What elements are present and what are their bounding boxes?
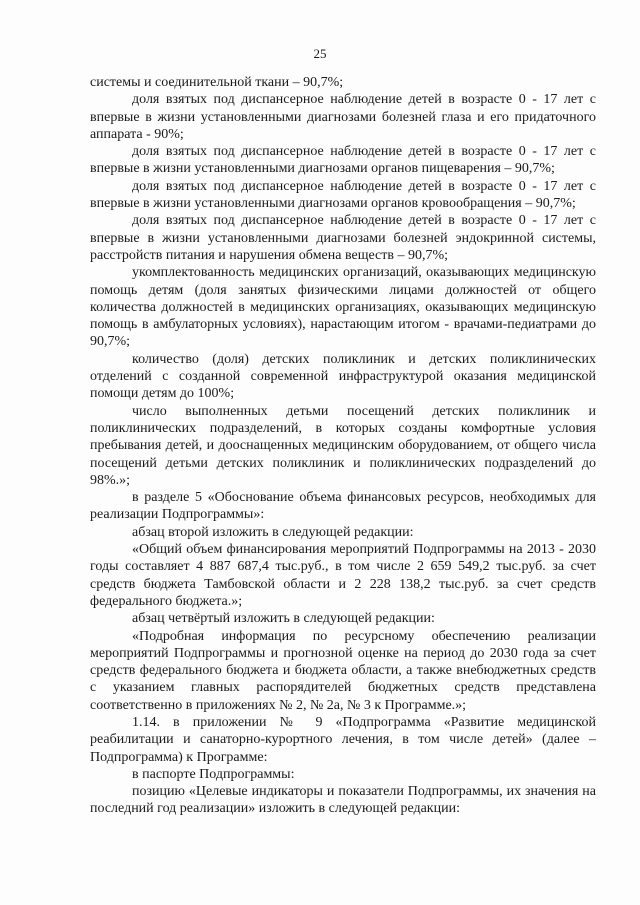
paragraph-staffing: укомплектованность медицинских организаций, оказывающих медицинскую помощь детям (доля занятых физическими лицами должностей от общего количества должностей в медицинских организациях, оказывающих медицинскую помощь в амбулаторных условиях), нарастающим итогом - врачами-педиатрами до 90,7%; — [90, 265, 596, 350]
paragraph-section-5: в разделе 5 «Обоснование объема финансовых ресурсов, необходимых для реализации Подпрограммы»: — [90, 490, 596, 523]
page-number: 25 — [313, 46, 327, 61]
paragraph-passport: в паспорте Подпрограммы: — [132, 766, 295, 782]
paragraph-endocrine: доля взятых под диспансерное наблюдение детей в возрасте 0 - 17 лет с впервые в жизни установленными диагнозами болезней эндокринной системы, расстройств питания и нарушения обмена веществ – 90,7%; — [90, 213, 596, 263]
paragraph-financing: «Общий объем финансирования мероприятий Подпрограммы на 2013 - 2030 годы составляет 4 887 687,4 тыс.руб., в том числе 2 659 549,2 тыс.руб. за счет средств бюджета Тамбовской области и 2 228 138,2 тыс.руб. за счет средств федерального бюджета.»; — [90, 542, 596, 609]
paragraph-item-1-14: 1.14. в приложении № 9 «Подпрограмма «Развитие медицинской реабилитации и санаторно-курортного лечения, в том числе детей» (далее – Подпрограмма) к Программе: — [90, 714, 596, 765]
document-body — [90, 74, 596, 818]
paragraph-eye-diseases: доля взятых под диспансерное наблюдение детей в возрасте 0 - 17 лет с впервые в жизни установленными диагнозами болезней глаза и его придаточного аппарата - 90%; — [90, 92, 596, 142]
paragraph-fourth-abzac: абзац четвёртый изложить в следующей редакции: — [132, 611, 435, 627]
paragraph-resource-info: «Подробная информация по ресурсному обеспечению реализации мероприятий Подпрограммы и прогнозной оценке на период до 2030 года за счет средств федерального бюджета и бюджета области, а также внебюджетных средств с указанием главных распорядителей бюджетных средств представлена соответственно в приложениях № 2, № 2а, № 3 к Программе.»; — [90, 628, 596, 713]
paragraph-continuation: системы и соединительной ткани – 90,7%; — [90, 75, 344, 90]
paragraph-digestive: доля взятых под диспансерное наблюдение детей в возрасте 0 - 17 лет с впервые в жизни установленными диагнозами органов пищеварения – 90,7%; — [90, 144, 596, 177]
paragraph-target-indicators: позицию «Целевые индикаторы и показатели Подпрограммы, их значения на последний год реализации» изложить в следующей редакции: — [90, 784, 596, 817]
paragraph-second-abzac: абзац второй изложить в следующей редакции: — [132, 524, 414, 540]
paragraph-polyclinics-share: количество (доля) детских поликлиник и детских поликлинических отделений с созданной современной инфраструктурой оказания медицинской помощи детям до 100%; — [90, 351, 596, 402]
paragraph-visits: число выполненных детьми посещений детских поликлиник и поликлинических подразделений, в которых созданы комфортные условия пребывания детей, и дооснащенных медицинским оборудованием, от общего числа посещений детьми детских поликлиник и поликлинических подразделений до 98%.»; — [90, 403, 596, 488]
paragraph-circulatory: доля взятых под диспансерное наблюдение детей в возрасте 0 - 17 лет с впервые в жизни установленными диагнозами органов кровообращения – 90,7%; — [90, 178, 596, 212]
